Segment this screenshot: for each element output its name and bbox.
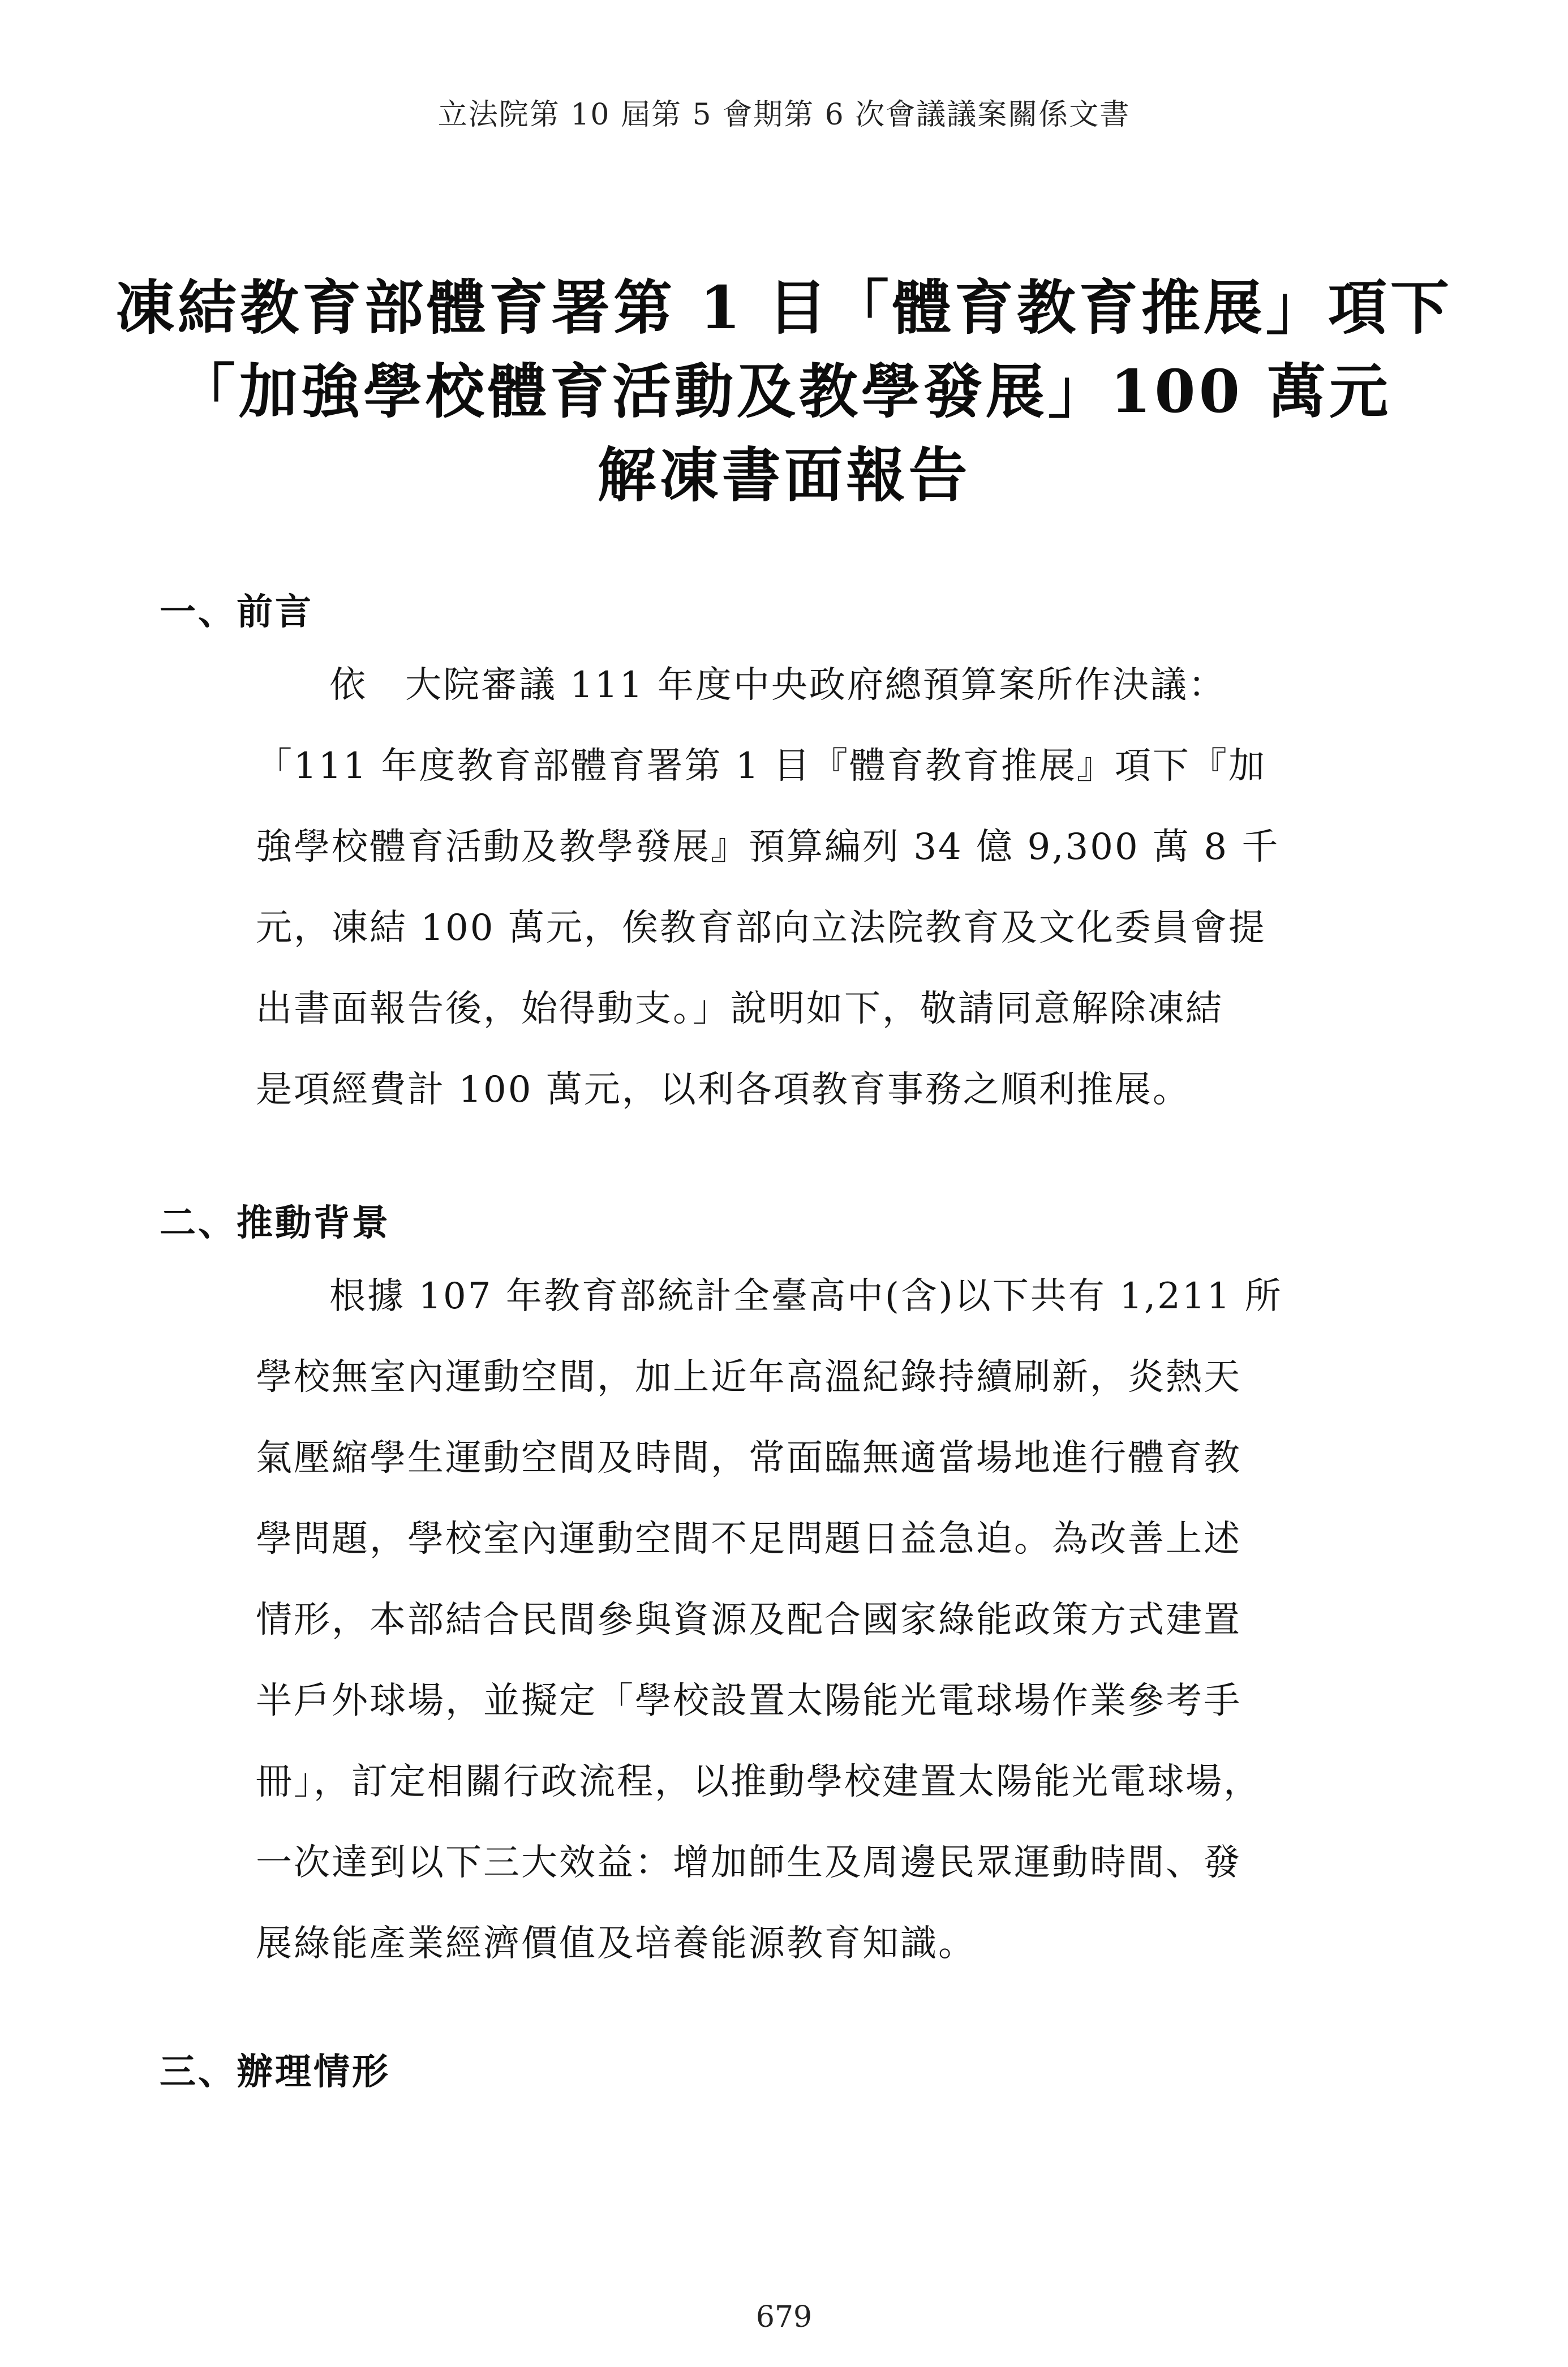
paragraph-line: 一次達到以下三大效益：增加師生及周邊民眾運動時間、發 [256,1842,1241,1884]
title-line-3: 解凍書面報告 [597,440,971,510]
section-heading-preface: 一、前言 [160,591,313,633]
paragraph-line: 是項經費計 100 萬元，以利各項教育事務之順利推展。 [256,1069,1191,1111]
page-number: 679 [755,2300,813,2334]
paragraph-line: 冊」，訂定相關行政流程，以推動學校建置太陽能光電球場， [256,1761,1261,1803]
title-line-2: 「加強學校體育活動及教學發展」100 萬元 [176,356,1392,426]
paragraph-line: 展綠能產業經濟價值及培養能源教育知識。 [256,1923,976,1965]
running-header: 立法院第 10 屆第 5 會期第 6 次會議議案關係文書 [437,98,1131,132]
title-line-1: 凍結教育部體育署第 1 目「體育教育推展」項下 [115,273,1453,342]
paragraph-line: 依 大院審議 111 年度中央政府總預算案所作決議： [329,664,1226,706]
paragraph-line: 根據 107 年教育部統計全臺高中(含)以下共有 1,211 所 [329,1275,1283,1317]
paragraph-line: 強學校體育活動及教學發展』預算編列 34 億 9,300 萬 8 千 [256,826,1280,868]
document-title [0,266,1568,517]
paragraph-line: 半戶外球場，並擬定「學校設置太陽能光電球場作業參考手 [256,1680,1241,1722]
paragraph-line: 元，凍結 100 萬元，俟教育部向立法院教育及文化委員會提 [256,907,1266,949]
paragraph-line: 學問題，學校室內運動空間不足問題日益急迫。為改善上述 [256,1518,1241,1560]
paragraph-line: 情形，本部結合民間參與資源及配合國家綠能政策方式建置 [256,1599,1241,1641]
section-heading-background: 二、推動背景 [160,1202,390,1244]
paragraph-line: 學校無室內運動空間，加上近年高溫紀錄持續刷新，炎熱天 [256,1356,1241,1398]
paragraph-line: 出書面報告後，始得動支。」說明如下，敬請同意解除凍結 [256,988,1223,1030]
paragraph-line: 「111 年度教育部體育署第 1 目『體育教育推展』項下『加 [256,745,1266,787]
paragraph-line: 氣壓縮學生運動空間及時間，常面臨無適當場地進行體育教 [256,1437,1241,1479]
section-body-preface [256,645,1376,1131]
section-body-background [256,1256,1376,1984]
section-heading-implementation: 三、辦理情形 [160,2051,390,2093]
